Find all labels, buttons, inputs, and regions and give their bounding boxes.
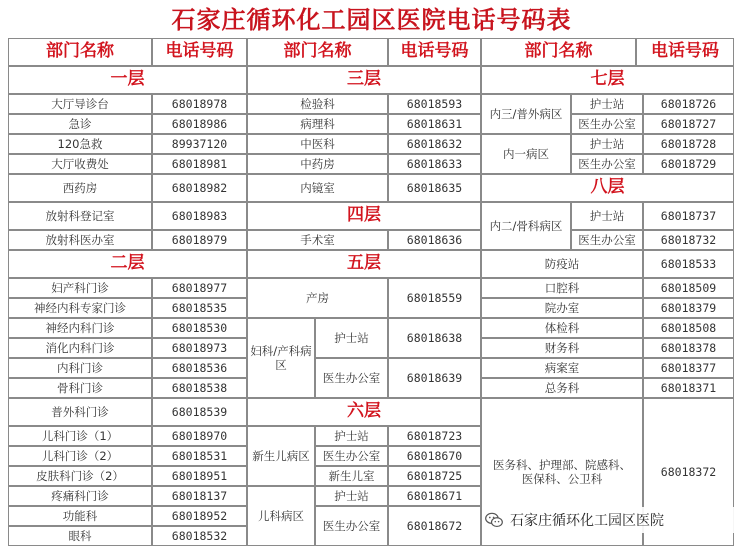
wechat-watermark [484, 507, 734, 533]
phone-number: 68018532 [152, 526, 247, 546]
watermark-text: 石家庄循环化工园区医院 [510, 513, 664, 529]
header-phone-2: 电话号码 [388, 38, 481, 66]
dept-name: 儿科门诊（1） [8, 426, 152, 446]
phone-number: 68018723 [388, 426, 481, 446]
phone-number: 68018636 [388, 230, 481, 250]
dept-name: 大厅收费处 [8, 154, 152, 174]
sub-dept-name: 医生办公室 [571, 154, 643, 174]
dept-name: 病案室 [481, 358, 643, 378]
sub-dept-name: 医生办公室 [571, 114, 643, 134]
phone-number: 68018978 [152, 94, 247, 114]
phone-number: 68018538 [152, 378, 247, 398]
phone-number: 68018593 [388, 94, 481, 114]
dept-name: 手术室 [247, 230, 388, 250]
header-phone-3: 电话号码 [636, 38, 734, 66]
floor-7-heading: 七层 [481, 66, 734, 94]
dept-name: 中药房 [247, 154, 388, 174]
phone-number: 68018970 [152, 426, 247, 446]
phone-number: 68018378 [643, 338, 734, 358]
phone-number: 68018672 [388, 506, 481, 546]
ward-name: 妇科/产科病区 [247, 318, 315, 398]
dept-name: 口腔科 [481, 278, 643, 298]
phone-number: 68018632 [388, 134, 481, 154]
dept-name: 妇产科门诊 [8, 278, 152, 298]
dept-name: 院办室 [481, 298, 643, 318]
ward-name: 新生儿病区 [247, 426, 315, 486]
phone-number: 68018639 [388, 358, 481, 398]
dept-name: 功能科 [8, 506, 152, 526]
sub-dept-name: 新生儿室 [315, 466, 388, 486]
dept-name: 西药房 [8, 174, 152, 202]
phone-number: 68018973 [152, 338, 247, 358]
floor-3-heading: 三层 [247, 66, 481, 94]
page-title: 石家庄循环化工园区医院电话号码表 [171, 5, 572, 34]
dept-name: 放射科登记室 [8, 202, 152, 230]
phone-number: 68018725 [388, 466, 481, 486]
floor-6-heading: 六层 [247, 398, 481, 426]
dept-name: 120急救 [8, 134, 152, 154]
sub-dept-name: 医生办公室 [315, 358, 388, 398]
phone-number: 68018539 [152, 398, 247, 426]
phone-number: 68018986 [152, 114, 247, 134]
phone-number: 68018509 [643, 278, 734, 298]
header-dept-3: 部门名称 [481, 38, 636, 66]
phone-directory-table [8, 38, 734, 546]
phone-number: 68018728 [643, 134, 734, 154]
phone-number: 68018638 [388, 318, 481, 358]
dept-name: 中医科 [247, 134, 388, 154]
dept-name: 大厅导诊台 [8, 94, 152, 114]
floor-8-heading: 八层 [481, 174, 734, 202]
phone-number: 68018536 [152, 358, 247, 378]
dept-name: 神经内科专家门诊 [8, 298, 152, 318]
ward-name: 内二/骨科病区 [481, 202, 571, 250]
sub-dept-name: 护士站 [315, 486, 388, 506]
ward-name: 内三/普外病区 [481, 94, 571, 134]
dept-name: 神经内科门诊 [8, 318, 152, 338]
dept-name: 医务科、护理部、院感科、医保科、公卫科 [481, 398, 643, 546]
ward-name: 内一病区 [481, 134, 571, 174]
dept-name: 产房 [247, 278, 388, 318]
phone-number: 68018631 [388, 114, 481, 134]
phone-number: 68018559 [388, 278, 481, 318]
sub-dept-name: 医生办公室 [315, 446, 388, 466]
dept-name: 眼科 [8, 526, 152, 546]
phone-number: 89937120 [152, 134, 247, 154]
wechat-icon [484, 510, 504, 530]
phone-number: 68018726 [643, 94, 734, 114]
phone-number: 68018979 [152, 230, 247, 250]
phone-number: 68018533 [643, 250, 734, 278]
phone-number: 68018371 [643, 378, 734, 398]
phone-number: 68018530 [152, 318, 247, 338]
dept-name: 消化内科门诊 [8, 338, 152, 358]
floor-1-heading: 一层 [8, 66, 247, 94]
phone-number: 68018952 [152, 506, 247, 526]
ward-name: 儿科病区 [247, 486, 315, 546]
phone-number: 68018981 [152, 154, 247, 174]
sub-dept-name: 护士站 [315, 318, 388, 358]
dept-name: 防疫站 [481, 250, 643, 278]
phone-number: 68018951 [152, 466, 247, 486]
phone-number: 68018671 [388, 486, 481, 506]
phone-number: 68018737 [643, 202, 734, 230]
dept-name: 皮肤科门诊（2） [8, 466, 152, 486]
sub-dept-name: 医生办公室 [571, 230, 643, 250]
phone-number: 68018983 [152, 202, 247, 230]
sub-dept-name: 护士站 [571, 94, 643, 114]
dept-name: 体检科 [481, 318, 643, 338]
phone-number: 68018379 [643, 298, 734, 318]
phone-number: 68018977 [152, 278, 247, 298]
header-dept-1: 部门名称 [8, 38, 152, 66]
dept-name: 急诊 [8, 114, 152, 134]
dept-name: 普外科门诊 [8, 398, 152, 426]
dept-name: 病理科 [247, 114, 388, 134]
phone-number: 68018982 [152, 174, 247, 202]
dept-name: 内镜室 [247, 174, 388, 202]
dept-name: 内科门诊 [8, 358, 152, 378]
sub-dept-name: 护士站 [315, 426, 388, 446]
floor-2-heading: 二层 [8, 250, 247, 278]
sub-dept-name: 护士站 [571, 202, 643, 230]
phone-number: 68018535 [152, 298, 247, 318]
phone-number: 68018670 [388, 446, 481, 466]
phone-number: 68018732 [643, 230, 734, 250]
dept-name: 儿科门诊（2） [8, 446, 152, 466]
dept-name: 财务科 [481, 338, 643, 358]
dept-name: 骨科门诊 [8, 378, 152, 398]
phone-number: 68018137 [152, 486, 247, 506]
phone-number: 68018508 [643, 318, 734, 338]
phone-number: 68018727 [643, 114, 734, 134]
phone-number: 68018635 [388, 174, 481, 202]
dept-name: 总务科 [481, 378, 643, 398]
phone-number: 68018372 [643, 398, 734, 546]
dept-name: 放射科医办室 [8, 230, 152, 250]
floor-5-heading: 五层 [247, 250, 481, 278]
phone-number: 68018729 [643, 154, 734, 174]
floor-4-heading: 四层 [247, 202, 481, 230]
phone-number: 68018633 [388, 154, 481, 174]
sub-dept-name: 医生办公室 [315, 506, 388, 546]
header-phone-1: 电话号码 [152, 38, 247, 66]
dept-name: 疼痛科门诊 [8, 486, 152, 506]
sub-dept-name: 护士站 [571, 134, 643, 154]
dept-name: 检验科 [247, 94, 388, 114]
phone-number: 68018531 [152, 446, 247, 466]
header-dept-2: 部门名称 [247, 38, 388, 66]
phone-number: 68018377 [643, 358, 734, 378]
